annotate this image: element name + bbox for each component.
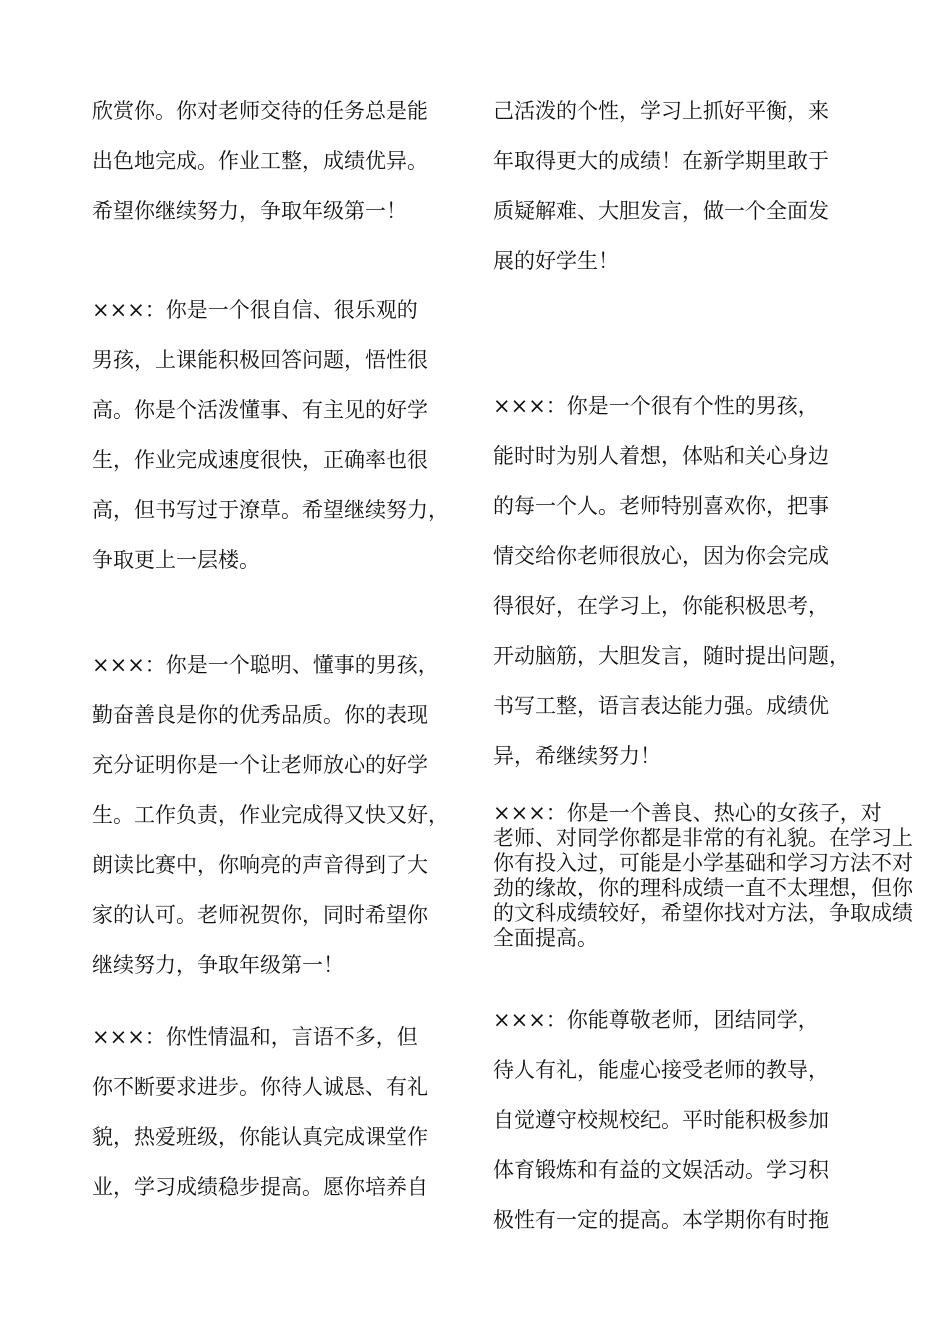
text-line: 极性有一定的提高。本学期你有时拖: [493, 1208, 829, 1232]
text-line: 待人有礼，能虚心接受老师的教导，: [493, 1058, 829, 1082]
text-line: 你不断要求进步。你待人诚恳、有礼: [92, 1075, 428, 1099]
left-column: [92, 0, 472, 1344]
text-line: ×××：你是一个很自信、很乐观的: [92, 298, 418, 322]
text-line: 年取得更大的成绩！在新学期里敢于: [493, 149, 829, 173]
text-line: 情交给你老师很放心，因为你会完成: [493, 544, 829, 568]
text-line: 家的认可。老师祝贺你，同时希望你: [92, 903, 428, 927]
text-line: 你有投入过，可能是小学基础和学习方法不对: [493, 851, 913, 875]
text-line: 展的好学生！: [493, 249, 619, 273]
text-line: 充分证明你是一个让老师放心的好学: [92, 753, 428, 777]
text-line: 男孩，上课能积极回答问题，悟性很: [92, 348, 428, 372]
text-line: ×××：你是一个善良、热心的女孩子，对: [493, 801, 882, 825]
text-line: 的文科成绩较好，希望你找对方法，争取成绩: [493, 901, 913, 925]
text-line: 继续努力，争取年级第一！: [92, 953, 344, 977]
text-line: 生，作业完成速度很快，正确率也很: [92, 448, 428, 472]
text-line: 异，希继续努力！: [493, 744, 661, 768]
text-line: 劲的缘故，你的理科成绩一直不太理想，但你: [493, 876, 913, 900]
text-line: 貌，热爱班级，你能认真完成课堂作: [92, 1125, 428, 1149]
comment-paragraph: [92, 1012, 472, 1212]
text-line: ×××：你性情温和，言语不多，但: [92, 1025, 418, 1049]
text-line: 欣赏你。你对老师交待的任务总是能: [92, 99, 428, 123]
text-line: 得很好，在学习上，你能积极思考，: [493, 594, 829, 618]
comment-paragraph: [493, 995, 945, 1245]
text-line: 高。你是个活泼懂事、有主见的好学: [92, 398, 428, 422]
text-line: 自觉遵守校规校纪。平时能积极参加: [493, 1108, 829, 1132]
comment-paragraph: [493, 801, 945, 951]
text-line: 开动脑筋，大胆发言，随时提出问题，: [493, 644, 850, 668]
text-line: 老师、对同学你都是非常的有礼貌。在学习上: [493, 826, 913, 850]
comment-paragraph: [92, 285, 472, 585]
text-line: ×××：你是一个聪明、懂事的男孩，: [92, 653, 439, 677]
text-line: 高，但书写过于潦草。希望继续努力，: [92, 498, 449, 522]
comment-paragraph: [493, 381, 945, 781]
text-line: 希望你继续努力，争取年级第一！: [92, 199, 407, 223]
text-line: 出色地完成。作业工整，成绩优异。: [92, 149, 428, 173]
text-line: 生。工作负责，作业完成得又快又好，: [92, 803, 449, 827]
comment-paragraph: [92, 86, 472, 236]
text-line: ×××：你能尊敬老师，团结同学，: [493, 1008, 819, 1032]
text-line: 质疑解难、大胆发言，做一个全面发: [493, 199, 829, 223]
text-line: 的每一个人。老师特别喜欢你，把事: [493, 494, 829, 518]
text-line: 业，学习成绩稳步提高。愿你培养自: [92, 1175, 428, 1199]
comment-paragraph: [493, 86, 945, 286]
text-line: 能时时为别人着想，体贴和关心身边: [493, 444, 829, 468]
comment-paragraph: [92, 640, 472, 990]
text-line: 全面提高。: [493, 926, 598, 950]
text-line: 己活泼的个性，学习上抓好平衡，来: [493, 99, 829, 123]
text-line: 勤奋善良是你的优秀品质。你的表现: [92, 703, 428, 727]
text-line: ×××：你是一个很有个性的男孩，: [493, 394, 819, 418]
text-line: 体育锻炼和有益的文娱活动。学习积: [493, 1158, 829, 1182]
text-line: 书写工整，语言表达能力强。成绩优: [493, 694, 829, 718]
right-column: [493, 0, 945, 1344]
text-line: 朗读比赛中，你响亮的声音得到了大: [92, 853, 428, 877]
text-line: 争取更上一层楼。: [92, 548, 260, 572]
